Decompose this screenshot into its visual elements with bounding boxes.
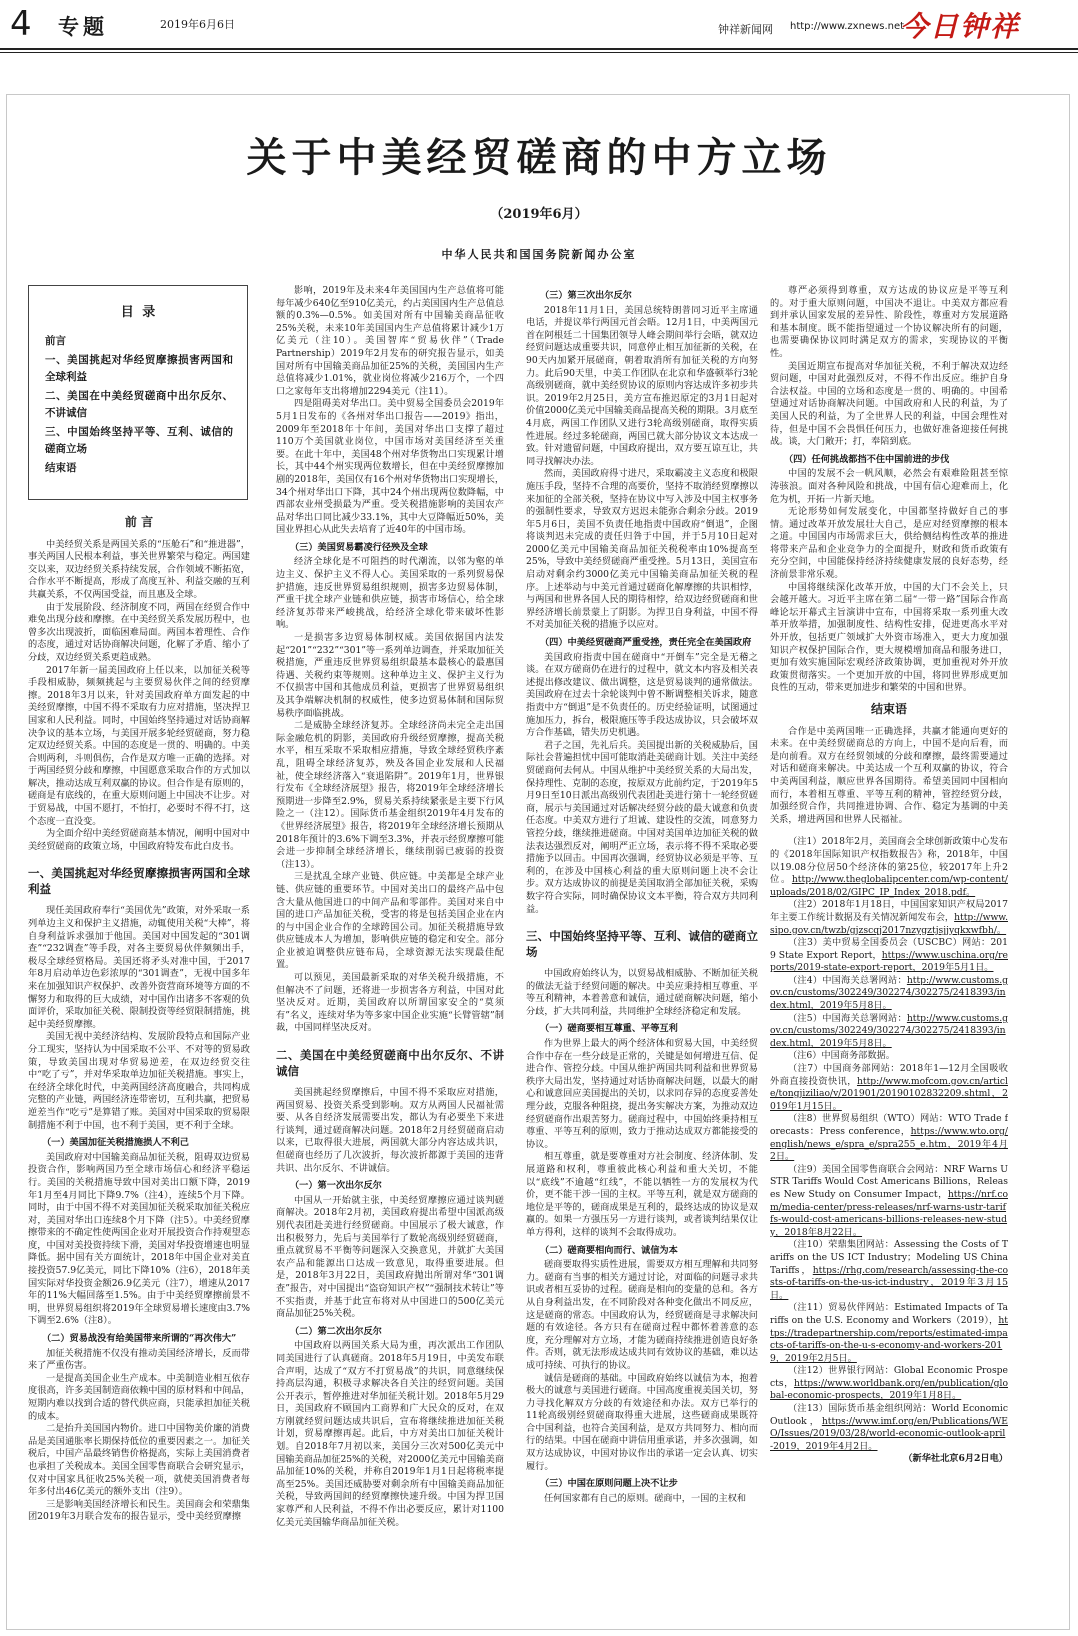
subsection-heading: （四）中美经贸磋商严重受挫，责任完全在美国政府 — [540, 637, 752, 649]
page-number: 4 — [10, 4, 32, 44]
masthead — [0, 0, 1078, 50]
footnote-url[interactable]: https://tradepartnership.com/reports/estimated-impacts-of-tariffs-on-the-u-s-economy-and-workers-2019，2019年2月5日。 — [770, 1314, 1008, 1364]
table-of-contents — [28, 285, 248, 500]
paragraph: 经济全球化是不可阻挡的时代潮流，以邻为壑的单边主义、保护主义不得人心。美国采取的一系列贸易保护措施，违反世界贸易组织规则，损害多边贸易体制，严重干扰全球产业链和供应链，损害市场信心，给全球经济复苏带来严峻挑战，给经济全球化带来破坏性影响。 — [276, 556, 504, 631]
footnote-url[interactable]: https://rhg.com/research/assessing-the-costs-of-tariffs-on-the-us-ict-industry，2019年3月15日。 — [770, 1264, 1008, 1301]
footnote-url[interactable]: https://www.uschina.org/reports/2019-state-export-report，2019年5月1日。 — [770, 949, 1008, 974]
footnote: （注10）荣鼎集团网站：Assessing the Costs of Tariffs on the US ICT Industry；Modeling US China Tariffs，https://rhg.com/research/assessing-the-costs-of-tariffs-on-the-us-ict-industry，2019年3月15日。 — [770, 1239, 1008, 1301]
paragraph: 磋商要取得实质性进展，需要双方相互理解和共同努力。磋商有当事的相关方通过讨论，对面临的问题寻求共识或者相互妥协的过程。磋商是相向的变量的总和。各方从自身利益出发，在不同阶段对各种变化做出不同反应，这是磋商的常态。中国政府认为，经贸磋商是寻求解决问题的有效途径。各方只有在磋商过程中都怀着善意的态度，充分理解对方立场，才能为磋商持续推进创造良好条件。否则，就无法形成达成共同有效协议的基础，难以达成可持续、可执行的协议。 — [526, 1259, 758, 1371]
footnote-url[interactable]: https://www.wto.org/english/news_e/spra_e/spra255_e.htm，2019年4月2日。 — [770, 1126, 1008, 1163]
footnote-url[interactable]: http://www.theglobalipcenter.com/wp-content/uploads/2018/02/GIPC_IP_Index_2018.pdf。 — [770, 874, 1008, 898]
footnote: （注9）美国全国零售商联合会网站：NRF Warns USTR Tariffs Would Cost Americans Billions，Releases New Study on Consumer Impact，https://nrf.com/media-center/press-releases/nrf-warns-ustr-tariffs-would-cost-americans-billions-releases-new-study，2018年8月22日。 — [770, 1163, 1008, 1238]
footnote: （注12）世界银行网站：Global Economic Prospects，https://www.worldbank.org/en/publication/global-economic-prospects，2019年1月8日。 — [770, 1365, 1008, 1402]
preface-heading: 前 言 — [124, 515, 154, 529]
paragraph: 相互尊重，就是要尊重对方社会制度、经济体制、发展道路和权利，尊重彼此核心利益和重大关切，不能以“底线”不逾越“红线”，不能以牺牲一方的发展权为代价，更不能干涉一国的主权。平等互利，就是双方磋商的地位是平等的，磋商成果是互利的，最终达成的协议是双赢的。如果一方强压另一方进行谈判，或者谈判结果仅让单方得利，这样的谈判不会取得成功。 — [526, 1151, 758, 1238]
article-author: 中华人民共和国国务院新闻办公室 — [441, 248, 637, 261]
paragraph: 无论形势如何发展变化，中国都坚持做好自己的事情。通过改革开放发展壮大自己，是应对经贸摩擦的根本之道。中国国内市场需求巨大，供给侧结构性改革的推进将带来产品和企业竞争力的全面提升，财政和货币政策有充分空间，中国能保持经济持续健康发展的良好态势，经济前景非常乐观。 — [770, 506, 1008, 581]
paragraph: 2017年新一届美国政府上任以来，以加征关税等手段相威胁，频频挑起与主要贸易伙伴之间的经贸摩擦。2018年3月以来，针对美国政府单方面发起的中美经贸摩擦，中国不得不采取有力应对措施，坚决捍卫国家和人民利益。同时，中国始终坚持通过对话协商解决争议的基本立场，与美国开展多轮经贸磋商，努力稳定双边经贸关系。中国的态度是一贯的、明确的。中美合则两利，斗则俱伤，合作是双方唯一正确的选择。对于两国经贸分歧和摩擦，中国愿意采取合作的方式加以解决，推动达成互利双赢的协议。但合作是有原则的，磋商是有底线的，在重大原则问题上中国决不让步。对于贸易战，中国不愿打，不怕打，必要时不得不打，这个态度一直没变。 — [28, 664, 250, 827]
paragraph: 加征关税措施不仅没有推动美国经济增长，反而带来了严重伤害。 — [28, 1347, 250, 1372]
toc-item: 三、中国始终坚持平等、互利、诚信的磋商立场 — [45, 426, 233, 455]
paragraph: 作为世界上最大的两个经济体和贸易大国，中美经贸合作中存在一些分歧是正常的，关键是如何增进互信、促进合作、管控分歧。中国从维护两国共同利益和世界贸易秩序大局出发，坚持通过对话协商解决问题，以最大的耐心和诚意回应美国提出的关切，以求同存异的态度妥善处理分歧，克服各种阻挠，提出务实解决方案，为推动双边经贸磋商作出艰苦努力。磋商过程中，中国始终秉持相互尊重、平等互利的原则，致力于推动达成双方都能接受的协议。 — [526, 1038, 758, 1150]
paragraph: 尊严必须得到尊重，双方达成的协议应是平等互利的。对于重大原则问题，中国决不退让。中美双方都应看到并承认国家发展的差异性、阶段性，尊重对方发展道路和基本制度。既不能指望通过一个协议解决所有的问题，也需要确保协议同时满足双方的需求，实现协议的平衡性。 — [770, 285, 1008, 359]
footnote: （注1）2018年2月，美国商会全球创新政策中心发布的《2018年国际知识产权指数报告》称，2018年，中国以19.08分位居50个经济体的第25位，较2017年上升2位。http://www.theglobalipcenter.com/wp-content/uploads/2018/02/GIPC_IP_Index_2018.pdf。 — [770, 836, 1008, 898]
article-subtitle: （2019年6月） — [490, 207, 588, 222]
newspaper-logo: 今日钟祥 — [900, 10, 1021, 43]
paragraph: 中国从一开始就主张，中美经贸摩擦应通过谈判磋商解决。2018年2月初，美国政府提出希望中国派高级别代表团赴美进行经贸磋商。中国展示了极大诚意，作出积极努力，先后与美国举行了数轮高级别经贸磋商，重点就贸易不平衡等问题深入交换意见，并就扩大美国农产品和能源出口达成一致意见，取得重要进展。但是，2018年3月22日，美国政府抛出所谓对华“301调查”报告，对中国提出“盗窃知识产权”“强制技术转让”等不实指责，并基于此宣布将对从中国进口的500亿美元商品加征25%关税。 — [276, 1194, 504, 1320]
footnote-url[interactable]: http://www.customs.gov.cn/customs/302249/302274/302275/2418393/index.html，2019年5月8日。 — [770, 1012, 1008, 1049]
paragraph: 二是威胁全球经济复苏。全球经济尚未完全走出国际金融危机的阴影，美国政府升级经贸摩擦，提高关税水平，相互采取不采取相应措施，导致全球经贸秩序紊乱，阻碍全球经济复苏，殃及各国企业发展和人民福祉，使全球经济落入“衰退陷阱”。2019年1月，世界银行发布《全球经济展望》报告，将2019年全球经济增长预期进一步降至2.9%，贸易关系持续紧张是主要下行风险之一（注12）。国际货币基金组织2019年4月发布的《世界经济展望》报告，将2019年全球经济增长预期从2018年预计的3.6%下调至3.3%，并表示经贸摩擦可能会进一步抑制全球经济增长，继续削弱已疲弱的投资（注13）。 — [276, 720, 504, 870]
paragraph: 任何国家都有自己的原则。磋商中，一国的主权和 — [544, 1492, 747, 1504]
toc-item: 一、美国挑起对华经贸摩擦损害两国和全球利益 — [45, 354, 233, 383]
spacer — [770, 826, 1008, 836]
paragraph: 可以预见，美国最新采取的对华关税升级措施，不但解决不了问题，还将进一步损害各方利益，中国对此坚决反对。近期，美国政府以所谓国家安全的“莫须有”名义，连续对华为等多家中国企业实施“长臂管辖”制裁，中国同样坚决反对。 — [276, 972, 504, 1034]
paragraph: 三是扰乱全球产业链、供应链。中美都是全球产业链、供应链的重要环节。中国对美出口的最终产品中包含大量从他国进口的中间产品和零部件。美国对来自中国的进口产品加征关税，受害的将是包括美国企业在内的与中国企业合作的全球跨国公司。加征关税措施导致供应链成本人为增加，影响供应链的稳定和安全。部分企业被迫调整供应链布局，全球资源无法实现最佳配置。 — [276, 871, 504, 971]
footnotes — [770, 836, 1008, 1453]
footnote: （注11）贸易伙伴网站：Estimated Impacts of Tariffs on the U.S. Economy and Workers（2019），https://tradepartnership.com/reports/estimated-impacts-of-tariffs-on-the-u-s-economy-and-workers-2019，2019年2月5日。 — [770, 1302, 1008, 1364]
paragraph: 美国政府对中国输美商品加征关税，阻碍双边贸易投资合作，影响两国乃至全球市场信心和经济平稳运行。美国的关税措施导致中国对美出口额下降，2019年1月至4月同比下降9.7%（注4），连续5个月下降。同时，由于中国不得不对美国加征关税采取加征关税应对，美国对华出口连续8个月下降（注5）。中美经贸摩擦带来的不确定性使两国企业对开展投资合作持观望态度，中国对美投资持续下滑，美国对华投资增速也明显降低。据中国有关方面统计，2018年中国企业对美直接投资57.9亿美元，同比下降10%（注6），2018年美国实际对华投资金额26.9亿美元（注7），增速从2017年的11%大幅回落至1.5%。由于中美经贸摩擦前景不明，世界贸易组织将2019年全球贸易增长速度由3.7%下调至2.6%（注8）。 — [28, 1151, 250, 1327]
paragraph: 影响，2019年及未来4年美国国内生产总值将可能每年减少640亿至910亿美元，约占美国国内生产总值总额的0.3%—0.5%。如美国对所有中国输美商品征收25%关税，未来10年美国国内生产总值将累计减少1万亿美元（注10）。美国智库“贸易伙伴”（Trade Partnership）2019年2月发布的研究报告显示，如美国对所有中国输美商品加征25%的关税，美国国内生产总值将减少1.01%，就业岗位将减少216万个，一个四口之家每年支出将增加2294美元（注11）。 — [276, 285, 504, 397]
footnote: （注4）中国海关总署网站：http://www.customs.gov.cn/customs/302249/302274/302275/2418393/index.html，2019年5月8日。 — [770, 974, 1008, 1012]
paragraph: 现任美国政府奉行“美国优先”政策，对外采取一系列单边主义和保护主义措施，动辄使用关税“大棒”，将自身利益诉求强加于他国。美国对中国发起的“301调查”“232调查”等手段，对各主要贸易伙伴频频出手，极尽全球经贸格局。美国还将矛头对准中国，于2017年8月启动单边色彩浓厚的“301调查”，无视中国多年来在加强知识产权保护、改善外资营商环境等方面的不懈努力和取得的巨大成绩，对中国作出诸多不客观的负面评价，采取加征关税、限制投资等经贸限制措施，挑起中美经贸摩擦。 — [28, 905, 250, 1030]
toc-heading: 目 录 — [120, 305, 158, 320]
article-title: 关于中美经贸磋商的中方立场 — [246, 134, 832, 181]
toc-item: 二、美国在中美经贸磋商中出尔反尔、不讲诚信 — [45, 390, 233, 419]
paragraph: 由于发展阶段、经济制度不同，两国在经贸合作中难免出现分歧和摩擦。在中美经贸关系发展历程中，也曾多次出现波折，面临困难局面。两国本着理性、合作的态度，通过对话协商解决问题，化解了矛盾、缩小了分歧，双边经贸关系更趋成熟。 — [28, 601, 250, 663]
subsection-heading: （三）第三次出尔反尔 — [540, 290, 632, 301]
paragraph: 四是阻碍美对华出口。美中贸易全国委员会2019年5月1日发布的《各州对华出口报告——2019》指出，2009年至2018年十年间，美国对华出口支撑了超过110万个美国就业岗位，中国市场对美国经济至关重要。在此十年中，美国48个州对华货物出口实现累计增长，其中44个州实现两位数增长，但在中美经贸摩擦加剧的2018年，美国仅有16个州对华货物出口实现增长，34个州对华出口下降，其中24个州出现两位数降幅，中西部农业州受损最为严重。受关税措施影响的美国农产品对华出口同比减少33.1%，其中大豆降幅近50%，美国业界担心从此失去培育了近40年的中国市场。 — [276, 398, 504, 536]
footnote: （注7）中国商务部网站：2018年1—12月全国吸收外商直接投资快讯，http://www.mofcom.gov.cn/article/tongjiziliao/v/201901/20190102832209.shtml，2019年1月15日。 — [770, 1063, 1008, 1112]
paragraph: 中国的发展不会一帆风顺，必然会有艰难险阻甚至惊涛骇浪。面对各种风险和挑战，中国有信心迎难而上，化危为机，开拓一片新天地。 — [770, 468, 1008, 505]
paragraph: 三是影响美国经济增长和民生。美国商会和荣鼎集团2019年3月联合发布的报告显示，受中美经贸摩擦 — [28, 1498, 250, 1523]
footnote: （注13）国际货币基金组织网站：World Economic Outlook，https://www.imf.org/en/Publications/WEO/Issues/2019/03/28/world-economic-outlook-april-2019，2019年4月2日。 — [770, 1403, 1008, 1452]
paragraph: 然而，美国政府得寸进尺，采取霸凌主义态度和极限施压手段，坚持不合理的高要价，坚持不取消经贸摩擦以来加征的全部关税，坚持在协议中写入涉及中国主权事务的强制性要求，导致双方迟迟未能弥合剩余分歧。2019年5月6日，美国不负责任地指责中国政府“倒退”，企图将谈判迟未完成的责任归咎于中国，并于5月10日起对2000亿美元中国输美商品加征关税税率由10%提高至25%，导致中美经贸磋商严重受挫。5月13日，美国宣布启动对剩余约3000亿美元中国输美商品加征关税的程序。上述举动与中美元首通过磋商化解摩擦的共识相悖，与两国和世界各国人民的期待相悖，给双边经贸磋商和世界经济增长前景蒙上了阴影。为捍卫自身利益，中国不得不对美加征关税的措施予以应对。 — [526, 468, 758, 631]
paragraph: 中美经贸关系是两国关系的“压舱石”和“推进器”，事关两国人民根本利益，事关世界繁荣与稳定。两国建交以来，双边经贸关系持续发展，合作领域不断拓宽，合作水平不断提高，形成了高度互补、利益交融的互利共赢关系，不仅两国受益，而且惠及全球。 — [28, 538, 250, 600]
footnote-url[interactable]: https://www.worldbank.org/en/publication/global-economic-prospects，2019年1月8日。 — [770, 1377, 1008, 1402]
footnote-url[interactable]: https://nrf.com/media-center/press-releases/nrf-warns-ustr-tariffs-would-cost-americans-billions-releases-new-study，2018年8月22日。 — [770, 1188, 1008, 1238]
paragraph: 美国挑起经贸摩擦后，中国不得不采取应对措施，两国贸易、投资关系受到影响。双方从两国人民福祉需要、从各自经济发展需要出发，都认为有必要坐下来进行谈判，通过磋商解决问题。2018年2月经贸磋商启动以来，已取得很大进展，两国就大部分内容达成共识，但磋商也经历了几次波折，每次波折都源于美国的违背共识、出尔反尔、不讲诚信。 — [276, 1087, 504, 1174]
subsection-heading: （四）任何挑战都挡不住中国前进的步伐 — [784, 453, 950, 465]
paragraph: 一是提高美国企业生产成本。中美制造业相互依存度很高，许多美国制造商依赖中国的原材料和中间品，短期内难以找到合适的替代供应商，只能承担加征关税的成本。 — [28, 1372, 250, 1422]
section-heading: 三、中国始终坚持平等、互利、诚信的磋商立场 — [526, 929, 758, 960]
paragraph: 诚信是磋商的基础。中国政府始终以诚信为本，抱着极大的诚意与美国进行磋商。中国高度重视美国关切，努力寻找化解双方分歧的有效途径和办法。双方已举行的11轮高级别经贸磋商取得重大进展，这些磋商成果既符合中国利益，也符合美国利益，是双方共同努力、相向而行的结果。中国在磋商中讲信用重承诺，并多次强调，如双方达成协议，中国对协议作出的承诺一定会认真、切实履行。 — [526, 1372, 758, 1472]
masthead-rule-thin — [0, 52, 1078, 53]
paragraph: 合作是中美两国唯一正确选择，共赢才能通向更好的未来。在中美经贸磋商总的方向上，中国不是向后看，而是向前看。双方在经贸领域的分歧和摩擦，最终需要通过对话和磋商来解决。中美达成一个互利双赢的协议，符合中美两国利益，顺应世界各国期待。希望美国同中国相向而行，本着相互尊重、平等互利的精神，管控经贸分歧，加强经贸合作，共同推进协调、合作、稳定为基调的中美关系，增进两国和世界人民福祉。 — [770, 725, 1008, 825]
toc-item: 前言 — [45, 335, 66, 347]
section-heading: 二、美国在中美经贸磋商中出尔反尔、不讲诚信 — [276, 1048, 504, 1079]
paragraph: 中国政府始终认为，以贸易战相威胁、不断加征关税的做法无益于经贸问题的解决。中美应秉持相互尊重、平等互利精神，本着善意和诚信，通过磋商解决问题，缩小分歧，扩大共同利益，共同维护全球经济稳定和发展。 — [526, 968, 758, 1017]
subsection-heading: （三）美国贸易霸凌行径殃及全球 — [290, 541, 428, 553]
toc-item: 结束语 — [45, 462, 77, 474]
paragraph: 美国政府指责中国在磋商中“开倒车”完全是无稽之谈。在双方磋商仍在进行的过程中，就文本内容及相关表述提出修改建议、做出调整，这是贸易谈判的通常做法。美国政府在过去十余轮谈判中曾不断调整相关诉求，随意指责中方“倒退”是不负责任的。历史经验证明，试图通过施加压力，拆台，极限施压等手段达成协议，只会破坏双方合作基础，错失历史机遇。 — [526, 651, 758, 739]
section-heading: 一、美国挑起对华经贸摩擦损害两国和全球利益 — [28, 866, 250, 897]
section-name: 专题 — [58, 15, 108, 39]
footnote: （注5）中国海关总署网站：http://www.customs.gov.cn/customs/302249/302274/302275/2418393/index.html，2019年5月8日。 — [770, 1012, 1008, 1049]
column-2 — [276, 285, 504, 1620]
paragraph: 二是抬升美国国内物价。进口中国物美价廉的消费品是美国通胀率长期保持低位的重要因素之一。加征关税后，中国产品最终销售价格提高，实际上美国消费者也承担了关税成本。美国全国零售商联合会研究显示，仅对中国家具征收25%关税一项，就使美国消费者每年多付出46亿美元的额外支出（注9）。 — [28, 1423, 250, 1498]
column-4 — [770, 285, 1008, 1620]
footnote: （注6）中国商务部数据。 — [788, 1050, 895, 1062]
paragraph: 美国无视中美经济结构、发展阶段特点和国际产业分工现实，坚持认为中国采取不公平、不对等的贸易政策，导致美国出现对华贸易逆差，在双边经贸交往中“吃了亏”，并对华采取单边加征关税措施。事实上，在经济全球化时代，中美两国经济高度融合，共同构成完整的产业链，两国经济连带密切，互利共赢，把贸易逆差当作“吃亏”是算错了账。美国对中国采取的贸易限制措施不利于中国，也不利于美国，更不利于全球。 — [28, 1031, 250, 1131]
footnote-url[interactable]: https://www.imf.org/en/Publications/WEO/Issues/2019/03/28/world-economic-outlook-april-2019，2019年4月2日。 — [770, 1415, 1008, 1452]
column-1 — [28, 285, 250, 1620]
subsection-heading: （一）美国加征关税措施损人不利己 — [42, 1137, 189, 1149]
paragraph: 中国政府以两国关系大局为重，再次派出工作团队同美国进行了认真磋商。2018年5月19日，中美发布联合声明，达成了“双方不打贸易战”的共识，同意继续保持高层沟通，积极寻求解决各自关注的经贸问题。美国公开表示，暂停推进对华加征关税计划。2018年5月29日，美国政府不顾国内工商界和广大民众的反对，在双方刚就经贸问题达成共识后，宣布将继续推进加征关税计划，贸易摩擦再起。此后，中方对美出口加征关税计划。自2018年7月初以来，美国分三次对500亿美元中国输美商品加征25%的关税，对2000亿美元中国输美商品加征10%的关税，并称自2019年1月1日起将税率提高至25%。美国还威胁要对剩余所有中国输美商品加征关税，导致两国间的经贸摩擦快速升级。中国为捍卫国家尊严和人民利益，不得不作出必要反应，累计对1100亿美元美国输华商品加征关税。 — [276, 1340, 504, 1528]
subsection-heading: （一）磋商要相互尊重、平等互利 — [540, 1023, 678, 1035]
subsection-heading: （二）磋商要相向而行、诚信为本 — [540, 1244, 678, 1256]
footnote-url[interactable]: http://www.sipo.gov.cn/twzb/gjzscqj2017nzygztjsjjyqkxwfbh/。 — [770, 911, 1008, 936]
subsection-heading: （二）第二次出尔反尔 — [290, 1325, 382, 1337]
paragraph: 为全面介绍中美经贸磋商基本情况，阐明中国对中美经贸磋商的政策立场，中国政府特发布此白皮书。 — [28, 828, 250, 852]
footnote-url[interactable]: http://www.customs.gov.cn/customs/302249/302274/302275/2418393/index.html，2019年5月8日。 — [770, 974, 1008, 1012]
paragraph: 一是损害多边贸易体制权威。美国依据国内法发起“201”“232”“301”等一系列单边调查，并采取加征关税措施，严重违反世界贸易组织最基本最核心的最惠国待遇、关税约束等规则。这种单边主义、保护主义行为不仅损害中国和其他成员利益，更损害了世界贸易组织及其争端解决机制的权威性，使多边贸易体制和国际贸易秩序面临挑战。 — [276, 632, 504, 719]
paragraph: 美国近期宣布提高对华加征关税，不利于解决双边经贸问题，中国对此强烈反对，不得不作出反应。维护自身合法权益。中国的立场和态度是一贯的、明确的。中国希望通过对话协商解决问题。中国政府和人民的利益，为了美国人民的利益，为了全世界人民的利益，中国会理性对待，但是中国不会畏惧任何压力，也做好准备迎接任何挑战。谈，大门敞开；打，奉陪到底。 — [770, 360, 1008, 448]
site-name: 钟祥新闻网 — [718, 23, 773, 36]
subsection-heading: （三）中国在原则问题上决不让步 — [540, 1478, 678, 1490]
closing-heading: 结束语 — [870, 702, 907, 716]
column-3 — [526, 285, 758, 1620]
site-url: http://www.zxnews.net — [790, 21, 905, 32]
footnote: （注3）美中贸易全国委员会（USCBC）网站：2019 State Export Report，https://www.uschina.org/reports/2019-state-export-report，2019年5月1日。 — [770, 937, 1008, 974]
paragraph: 君子之国，先礼后兵。美国提出新的关税威胁后，国际社会普遍担忧中国可能取消赴美磋商计划。关注中美经贸磋商何去何从。中国从维护中美经贸关系的大局出发，保持理性、克制的态度，按原双方此前约定，于2019年5月9日至10日派出高级别代表团赴美进行第十一轮经贸磋商，展示与美国通过对话解决经贸分歧的最大诚意和负责任态度。中美双方进行了坦诚、建设性的交流，同意努力管控分歧，继续推进磋商。中国对美国单边加征关税的做法表达强烈反对，阐明严正立场，表示将不得不采取必要措施予以回击。中国再次强调，经贸协议必须是平等、互利的，在涉及中国核心利益的重大原则问题上决不会让步。双方达成协议的前提是美国取消全部加征关税，采购数字符合实际，同时确保协议文本平衡，符合双方共同利益。 — [526, 739, 758, 915]
paragraph: 中国将继续深化改革开放，中国的大门不会关上，只会越开越大。习近平主席在第二届“一带一路”国际合作高峰论坛开幕式主旨演讲中宣布，中国将采取一系列重大改革开放举措，加强制度性、结构性安排，促进更高水平对外开放，包括更广领域扩大外资市场准入，更大力度加强知识产权保护国际合作，更大规模增加商品和服务进口，更加有效实施国际宏观经济政策协调，更加重视对外开放政策贯彻落实。一个更加开放的中国，将同世界形成更加良性的互动，带来更加进步和繁荣的中国和世界。 — [770, 581, 1008, 694]
paragraph: 2018年11月1日，美国总统特朗普同习近平主席通电话，并提议举行两国元首会晤。12月1日，中美两国元首在阿根廷二十国集团领导人峰会期间举行会晤，就双边经贸问题达成重要共识，同意停止相互加征新的关税，在90天内加紧开展磋商，朝着取消所有加征关税的方向努力。此后90天里，中美工作团队在北京和华盛顿举行3轮高级别磋商，就中美经贸协议的原则内容达成许多初步共识。2019年2月25日，美方宣布推迟原定的3月1日起对价值2000亿美元中国输美商品提高关税的期限。3月底至4月底，两国工作团队又进行3轮高级别磋商，取得实质性进展。经过多轮磋商，两国已就大部分协议文本达成一致。针对遗留问题，中国政府提出，双方要互谅互让，共同寻找解决办法。 — [526, 304, 758, 467]
footnote: （注2）2018年1月18日，中国国家知识产权局2017年主要工作统计数据及有关情况新闻发布会，http://www.sipo.gov.cn/twzb/gjzscqj2017nzygztjsjjyqkxwfbh/。 — [770, 899, 1008, 936]
footnote-url[interactable]: http://www.mofcom.gov.cn/article/tongjiziliao/v/201901/20190102832209.shtml，2019年1月15日。 — [770, 1075, 1008, 1112]
subsection-heading: （二）贸易战没有给美国带来所谓的“再次伟大” — [42, 1333, 237, 1345]
masthead-rule — [0, 48, 1078, 50]
footnote: （注8）世界贸易组织（WTO）网站：WTO Trade forecasts：Press conference，https://www.wto.org/english/news_e/spra_e/spra255_e.htm，2019年4月2日。 — [770, 1113, 1008, 1163]
subsection-heading: （一）第一次出尔反尔 — [290, 1180, 382, 1192]
issue-date: 2019年6月6日 — [160, 18, 235, 31]
news-agency-signature: （新华社北京6月2日电） — [903, 1453, 1008, 1465]
